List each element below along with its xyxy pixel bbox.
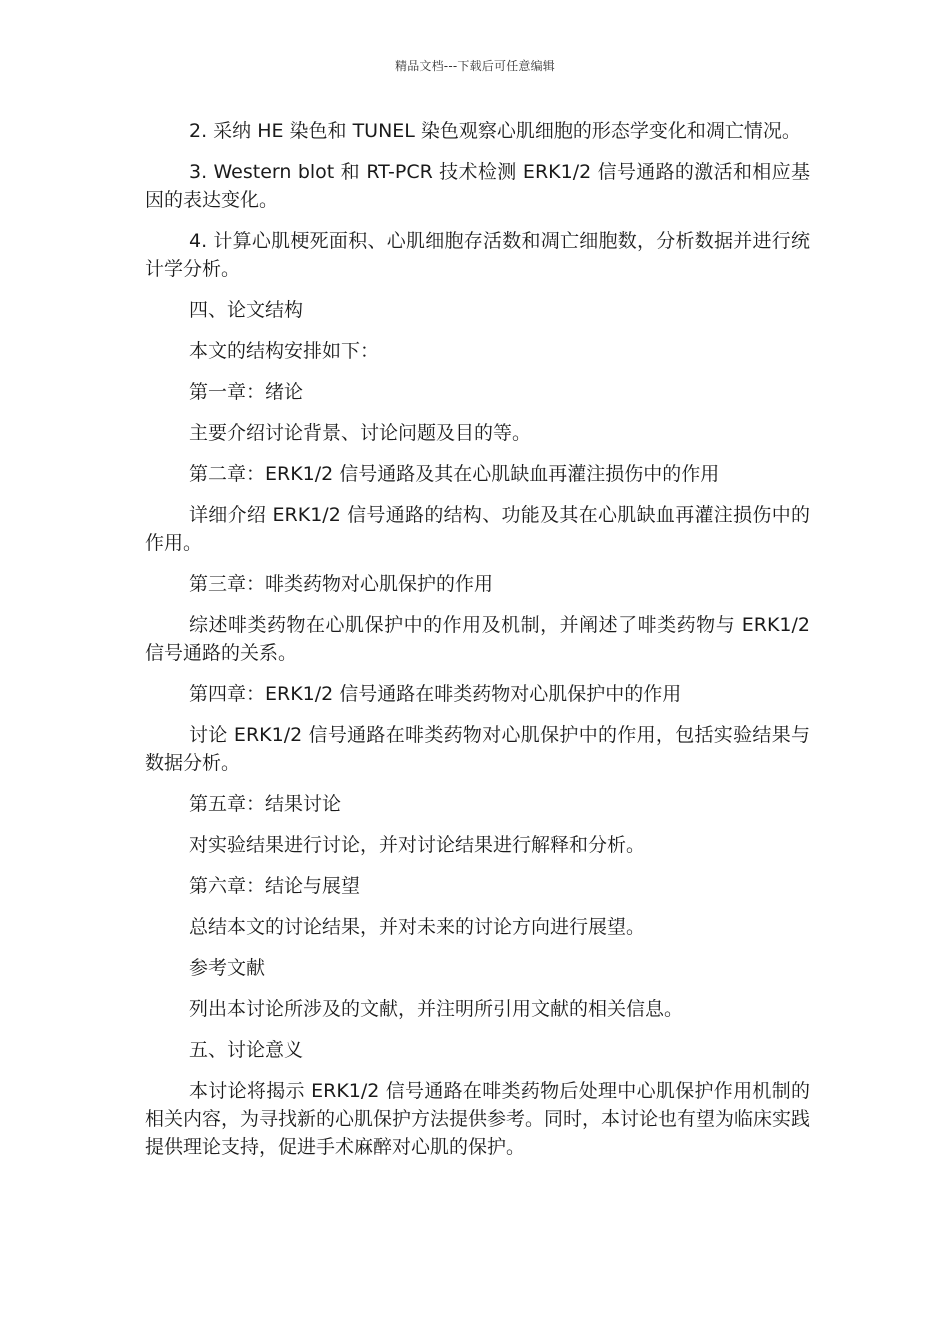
paragraph-method-4: 4. 计算心肌梗死面积、心肌细胞存活数和凋亡细胞数，分析数据并进行统计学分析。 — [145, 230, 810, 280]
chapter-2-desc: 详细介绍 ERK1/2 信号通路的结构、功能及其在心肌缺血再灌注损伤中的作用。 — [145, 504, 810, 554]
chapter-1-title: 第一章：绪论 — [189, 381, 304, 403]
chapter-4-title: 第四章：ERK1/2 信号通路在啡类药物对心肌保护中的作用 — [189, 683, 682, 705]
chapter-3-desc: 综述啡类药物在心肌保护中的作用及机制，并阐述了啡类药物与 ERK1/2 信号通路的关系。 — [145, 614, 810, 664]
chapter-6-desc: 总结本文的讨论结果，并对未来的讨论方向进行展望。 — [189, 916, 646, 938]
section-heading-structure: 四、论文结构 — [189, 299, 304, 321]
chapter-4-desc: 讨论 ERK1/2 信号通路在啡类药物对心肌保护中的作用，包括实验结果与数据分析。 — [145, 724, 810, 774]
references-desc: 列出本讨论所涉及的文献，并注明所引用文献的相关信息。 — [189, 998, 684, 1020]
chapter-2-title: 第二章：ERK1/2 信号通路及其在心肌缺血再灌注损伤中的作用 — [189, 463, 720, 485]
paragraph-method-3: 3. Western blot 和 RT-PCR 技术检测 ERK1/2 信号通路的激活和相应基因的表达变化。 — [145, 161, 810, 211]
chapter-1-desc: 主要介绍讨论背景、讨论问题及目的等。 — [189, 422, 532, 444]
section-heading-significance: 五、讨论意义 — [189, 1039, 304, 1061]
references-title: 参考文献 — [189, 957, 266, 979]
chapter-3-title: 第三章：啡类药物对心肌保护的作用 — [189, 573, 494, 595]
paragraph-method-2: 2. 采纳 HE 染色和 TUNEL 染色观察心肌细胞的形态学变化和凋亡情况。 — [189, 120, 801, 142]
document-body — [145, 117, 810, 1174]
chapter-6-title: 第六章：结论与展望 — [189, 875, 361, 897]
paragraph-significance: 本讨论将揭示 ERK1/2 信号通路在啡类药物后处理中心肌保护作用机制的相关内容，为寻找新的心肌保护方法提供参考。同时，本讨论也有望为临床实践提供理论支持，促进手术麻醉对心肌的保护。 — [145, 1080, 811, 1158]
page-header: 精品文档---下载后可任意编辑 — [395, 59, 555, 73]
paragraph-structure-intro: 本文的结构安排如下： — [189, 340, 380, 362]
chapter-5-desc: 对实验结果进行讨论，并对讨论结果进行解释和分析。 — [189, 834, 646, 856]
chapter-5-title: 第五章：结果讨论 — [189, 793, 342, 815]
